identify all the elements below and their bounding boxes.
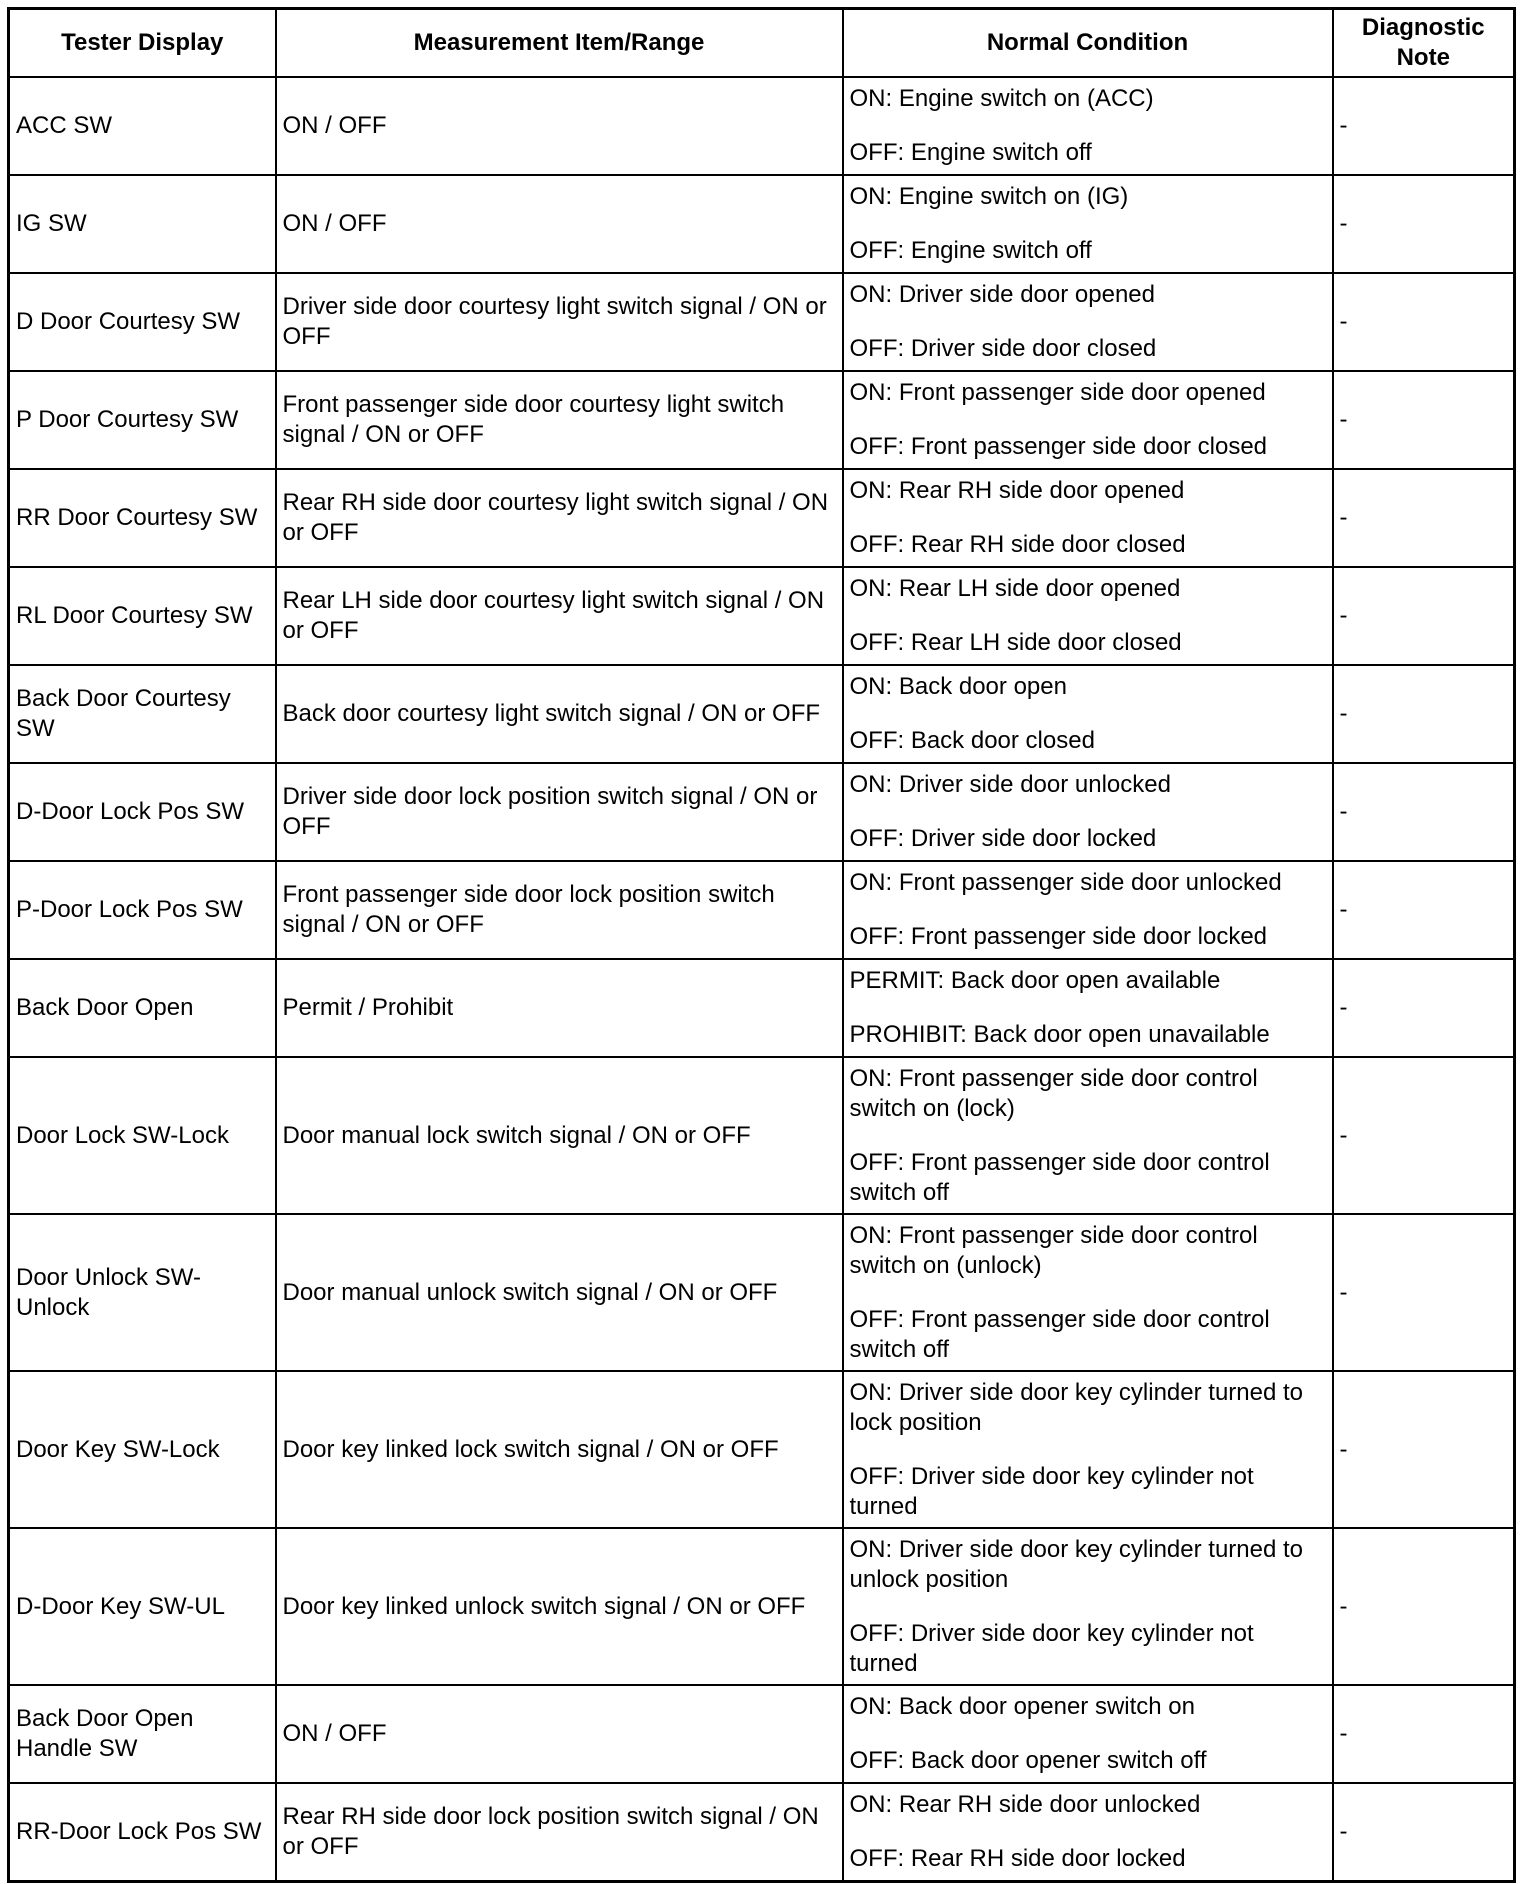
diagnostic-note-cell: - (1333, 1371, 1515, 1528)
measurement-cell: Driver side door lock position switch signal / ON or OFF (276, 763, 843, 861)
condition-off: OFF: Front passenger side door control switch off (849, 1305, 1270, 1363)
condition-off: OFF: Driver side door locked (849, 825, 1157, 852)
table-row (9, 273, 1515, 371)
table-row (9, 1685, 1515, 1783)
condition-off: OFF: Rear LH side door closed (849, 629, 1182, 656)
diagnostic-note-cell: - (1333, 861, 1515, 959)
header-measurement-item: Measurement Item/Range (276, 9, 843, 78)
normal-condition-cell (843, 665, 1333, 763)
measurement-cell: ON / OFF (276, 175, 843, 273)
tester-display-cell: ACC SW (9, 77, 276, 175)
tester-display-cell: D Door Courtesy SW (9, 273, 276, 371)
measurement-cell: Rear LH side door courtesy light switch signal / ON or OFF (276, 567, 843, 665)
measurement-cell: Driver side door courtesy light switch signal / ON or OFF (276, 273, 843, 371)
normal-condition-cell (843, 1057, 1333, 1214)
measurement-cell: Rear RH side door lock position switch signal / ON or OFF (276, 1783, 843, 1881)
diagnostic-note-cell: - (1333, 1214, 1515, 1371)
measurement-cell: Front passenger side door courtesy light switch signal / ON or OFF (276, 371, 843, 469)
table-row (9, 861, 1515, 959)
tester-display-cell: IG SW (9, 175, 276, 273)
header-tester-display: Tester Display (9, 9, 276, 78)
normal-condition-cell (843, 469, 1333, 567)
diagnostic-note-cell: - (1333, 175, 1515, 273)
tester-display-cell: D-Door Key SW-UL (9, 1528, 276, 1685)
condition-on: ON: Back door open (849, 673, 1067, 700)
measurement-cell: Front passenger side door lock position switch signal / ON or OFF (276, 861, 843, 959)
normal-condition-cell (843, 1685, 1333, 1783)
condition-off: PROHIBIT: Back door open unavailable (849, 1021, 1270, 1048)
condition-off: OFF: Back door closed (849, 727, 1095, 754)
table-row (9, 1783, 1515, 1881)
table-row (9, 77, 1515, 175)
normal-condition-cell (843, 1783, 1333, 1881)
condition-on: ON: Front passenger side door unlocked (849, 869, 1282, 896)
table-row (9, 665, 1515, 763)
diagnostic-note-cell: - (1333, 77, 1515, 175)
table-row (9, 959, 1515, 1057)
measurement-cell: Door manual unlock switch signal / ON or OFF (276, 1214, 843, 1371)
normal-condition-cell (843, 763, 1333, 861)
normal-condition-cell (843, 1371, 1333, 1528)
diagnostic-note-cell: - (1333, 371, 1515, 469)
condition-on: ON: Driver side door key cylinder turned to unlock position (849, 1535, 1304, 1593)
condition-on: PERMIT: Back door open available (849, 967, 1221, 994)
condition-off: OFF: Back door opener switch off (849, 1747, 1207, 1774)
condition-on: ON: Engine switch on (ACC) (849, 85, 1154, 112)
table-row (9, 371, 1515, 469)
tester-display-cell: D-Door Lock Pos SW (9, 763, 276, 861)
measurement-cell: ON / OFF (276, 77, 843, 175)
condition-on: ON: Rear LH side door opened (849, 575, 1181, 602)
normal-condition-cell (843, 77, 1333, 175)
diagnostic-note-cell: - (1333, 763, 1515, 861)
normal-condition-cell (843, 861, 1333, 959)
condition-on: ON: Back door opener switch on (849, 1693, 1196, 1720)
tester-display-cell: Door Key SW-Lock (9, 1371, 276, 1528)
tester-display-cell: Back Door Courtesy SW (9, 665, 276, 763)
table-row (9, 763, 1515, 861)
condition-on: ON: Driver side door opened (849, 281, 1155, 308)
condition-off: OFF: Engine switch off (849, 139, 1092, 166)
table-row (9, 1528, 1515, 1685)
diagnostic-note-cell: - (1333, 1783, 1515, 1881)
condition-off: OFF: Front passenger side door control switch off (849, 1148, 1270, 1206)
diagnostic-note-cell: - (1333, 1685, 1515, 1783)
condition-on: ON: Driver side door unlocked (849, 771, 1171, 798)
tester-display-cell: RL Door Courtesy SW (9, 567, 276, 665)
measurement-cell: Permit / Prohibit (276, 959, 843, 1057)
condition-on: ON: Driver side door key cylinder turned to lock position (849, 1378, 1304, 1436)
tester-display-cell: Door Unlock SW-Unlock (9, 1214, 276, 1371)
condition-off: OFF: Driver side door key cylinder not turned (849, 1619, 1254, 1677)
normal-condition-cell (843, 959, 1333, 1057)
condition-off: OFF: Rear RH side door closed (849, 531, 1186, 558)
table-row (9, 1371, 1515, 1528)
normal-condition-cell (843, 567, 1333, 665)
condition-on: ON: Engine switch on (IG) (849, 183, 1129, 210)
diagnostic-note-cell: - (1333, 567, 1515, 665)
diagnostic-note-cell: - (1333, 1528, 1515, 1685)
condition-on: ON: Rear RH side door opened (849, 477, 1185, 504)
diagnostic-note-cell: - (1333, 273, 1515, 371)
header-diagnostic-note: Diagnostic Note (1333, 9, 1515, 78)
tester-display-cell: RR-Door Lock Pos SW (9, 1783, 276, 1881)
normal-condition-cell (843, 175, 1333, 273)
condition-on: ON: Front passenger side door control switch on (lock) (849, 1064, 1258, 1122)
condition-off: OFF: Front passenger side door closed (849, 433, 1268, 460)
table-row (9, 1057, 1515, 1214)
diagnostic-note-cell: - (1333, 469, 1515, 567)
tester-display-cell: Back Door Open (9, 959, 276, 1057)
condition-off: OFF: Driver side door closed (849, 335, 1157, 362)
tester-display-cell: P Door Courtesy SW (9, 371, 276, 469)
measurement-cell: Door key linked lock switch signal / ON or OFF (276, 1371, 843, 1528)
measurement-cell: ON / OFF (276, 1685, 843, 1783)
tester-display-cell: P-Door Lock Pos SW (9, 861, 276, 959)
data-list-table (7, 7, 1516, 1883)
table-header-row (9, 9, 1515, 78)
normal-condition-cell (843, 1214, 1333, 1371)
table-row (9, 469, 1515, 567)
normal-condition-cell (843, 371, 1333, 469)
table-row (9, 1214, 1515, 1371)
tester-display-cell: Back Door Open Handle SW (9, 1685, 276, 1783)
condition-on: ON: Front passenger side door opened (849, 379, 1266, 406)
header-normal-condition: Normal Condition (843, 9, 1333, 78)
condition-off: OFF: Driver side door key cylinder not turned (849, 1462, 1254, 1520)
normal-condition-cell (843, 1528, 1333, 1685)
table-row (9, 175, 1515, 273)
diagnostic-note-cell: - (1333, 1057, 1515, 1214)
condition-on: ON: Rear RH side door unlocked (849, 1790, 1201, 1818)
measurement-cell: Back door courtesy light switch signal / ON or OFF (276, 665, 843, 763)
tester-display-cell: Door Lock SW-Lock (9, 1057, 276, 1214)
condition-on: ON: Front passenger side door control switch on (unlock) (849, 1221, 1258, 1279)
measurement-cell: Rear RH side door courtesy light switch signal / ON or OFF (276, 469, 843, 567)
diagnostic-note-cell: - (1333, 665, 1515, 763)
diagnostic-note-cell: - (1333, 959, 1515, 1057)
condition-off: OFF: Front passenger side door locked (849, 923, 1268, 950)
table-row (9, 567, 1515, 665)
condition-off: OFF: Rear RH side door locked (849, 1844, 1186, 1872)
measurement-cell: Door key linked unlock switch signal / ON or OFF (276, 1528, 843, 1685)
tester-display-cell: RR Door Courtesy SW (9, 469, 276, 567)
normal-condition-cell (843, 273, 1333, 371)
condition-off: OFF: Engine switch off (849, 237, 1092, 264)
measurement-cell: Door manual lock switch signal / ON or OFF (276, 1057, 843, 1214)
